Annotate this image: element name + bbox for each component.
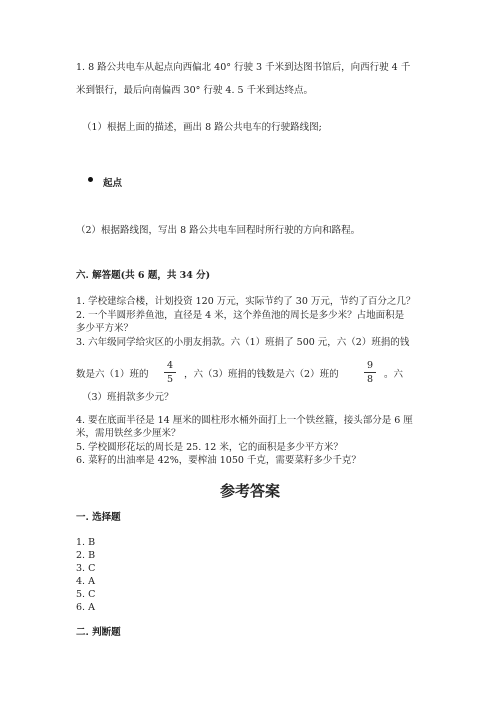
fraction-numerator: 4: [166, 360, 174, 371]
fraction-numerator: 9: [366, 360, 374, 371]
problem-3-line-3: （3）班捐款多少元？: [82, 392, 174, 403]
start-point-label: 起点: [103, 178, 123, 189]
fraction-denominator: 5: [166, 374, 174, 385]
problem-3-line-2-end: 。六: [384, 369, 404, 380]
problem-5: 5. 学校圆形花坛的周长是 25. 12 米，它的面积是多少平方米？: [76, 442, 343, 453]
section-6-heading: 六. 解答题(共 6 题，共 34 分): [76, 270, 211, 281]
answers-section-1-heading: 一. 选择题: [76, 512, 121, 523]
answer-item: 2. B: [76, 550, 96, 561]
answers-section-2-heading: 二. 判断题: [76, 627, 121, 638]
problem-2-line-2: 多少平方米？: [76, 323, 134, 334]
fraction-bar: [164, 372, 176, 373]
question-8-sub-2: （2）根据路线图，写出 8 路公共电车回程时所行驶的方向和路程。: [76, 225, 361, 236]
fraction-denominator: 8: [366, 374, 374, 385]
fraction-four-fifths: [162, 360, 178, 385]
problem-3-line-1: 3. 六年级同学给灾区的小朋友捐款。六（1）班捐了 500 元，六（2）班捐的钱: [76, 337, 410, 348]
problem-3-line-2-middle: ，六（3）班捐的钱数是六（2）班的: [184, 369, 339, 380]
problem-3-line-2-start: 数是六（1）班的: [76, 369, 149, 380]
answer-item: 1. B: [76, 537, 96, 548]
start-point-dot: [88, 177, 93, 182]
fraction-nine-eighths: [362, 360, 378, 385]
problem-6: 6. 菜籽的出油率是 42%，要榨油 1050 千克，需要菜籽多少千克？: [76, 455, 361, 466]
answer-item: 6. A: [76, 602, 95, 613]
problem-2-line-1: 2. 一个半圆形养鱼池，直径是 4 米，这个养鱼池的周长是多少米？占地面积是: [76, 310, 405, 321]
problem-4-line-1: 4. 要在底面半径是 14 厘米的圆柱形水桶外面打上一个铁丝箍，接头部分是 6 厘: [76, 415, 413, 426]
question-8-sub-1: （1）根据上面的描述，画出 8 路公共电车的行驶路线图;: [82, 122, 322, 133]
problem-4-line-2: 米，需用铁丝多少厘米？: [76, 428, 181, 439]
problem-1: 1. 学校建综合楼，计划投资 120 万元，实际节约了 30 万元，节约了百分之几？: [76, 296, 416, 307]
answer-key-title: 参考答案: [219, 482, 280, 500]
answer-item: 5. C: [76, 589, 96, 600]
answer-item: 4. A: [76, 576, 95, 587]
question-8-line-1: 1. 8 路公共电车从起点向西偏北 40° 行驶 3 千米到达图书馆后，向西行驶 4 千: [76, 62, 411, 73]
answer-item: 3. C: [76, 563, 96, 574]
fraction-bar: [364, 372, 376, 373]
question-8-line-2: 米到银行，最后向南偏西 30° 行驶 4. 5 千米到达终点。: [76, 85, 314, 96]
